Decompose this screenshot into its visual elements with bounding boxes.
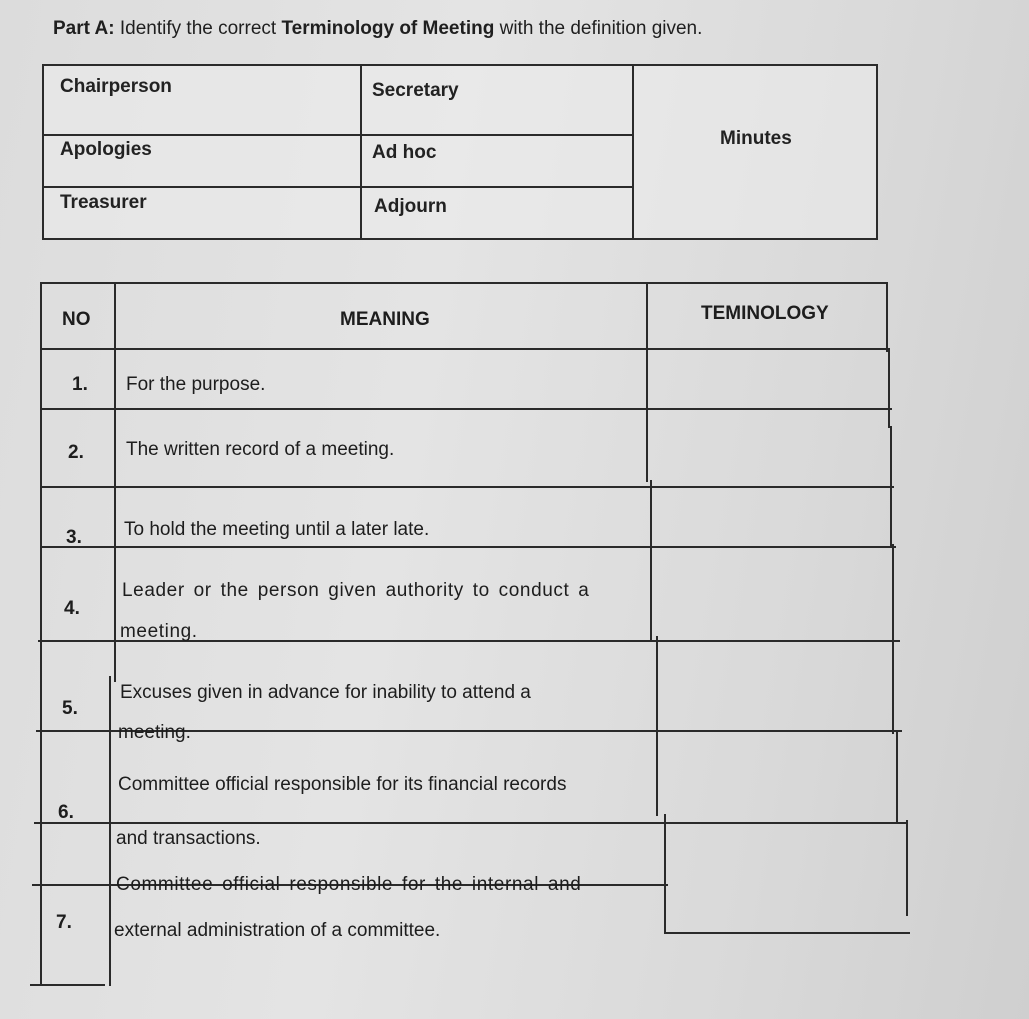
row-4-meaning-line-1: Leader or the person given authority to conduct a	[122, 580, 590, 601]
header-meaning: MEANING	[340, 309, 430, 330]
instructions-bold-phrase: Terminology of Meeting	[281, 18, 495, 39]
word-adjourn: Adjourn	[374, 196, 447, 217]
word-treasurer: Treasurer	[60, 192, 147, 213]
row-5-meaning-line-2: meeting.	[118, 722, 191, 743]
word-ad-hoc: Ad hoc	[372, 142, 437, 163]
word-secretary: Secretary	[372, 80, 459, 101]
row-3-answer-cell[interactable]	[652, 488, 890, 546]
row-4-meaning-line-2: meeting.	[120, 621, 198, 642]
terminology-table	[30, 276, 910, 992]
row-3-meaning: To hold the meeting until a later late.	[124, 519, 430, 540]
instructions-text-1: Identify the correct	[114, 18, 282, 39]
row-4-answer-cell[interactable]	[652, 548, 892, 640]
row-2-answer-cell[interactable]	[648, 410, 888, 484]
row-3-number: 3.	[66, 527, 82, 548]
instructions-title	[53, 18, 702, 40]
instructions-text-2: with the definition given.	[494, 18, 703, 39]
row-6-meaning-line-1: Committee official responsible for its financial records	[118, 774, 567, 795]
header-no: NO	[62, 309, 91, 330]
header-terminology: TEMINOLOGY	[701, 303, 829, 324]
row-7-number: 7.	[56, 912, 72, 933]
row-5-answer-cell[interactable]	[658, 642, 898, 730]
row-2-meaning: The written record of a meeting.	[126, 439, 395, 460]
row-4-number: 4.	[64, 598, 80, 619]
row-5-number: 5.	[62, 698, 78, 719]
row-1-meaning: For the purpose.	[126, 374, 266, 395]
row-1-number: 1.	[72, 374, 88, 395]
row-7-meaning-line-2: external administration of a committee.	[114, 920, 441, 941]
row-6-number: 6.	[58, 802, 74, 823]
word-chairperson: Chairperson	[60, 76, 172, 97]
row-6-meaning-line-2: and transactions.	[116, 828, 261, 849]
row-7-answer-cell[interactable]	[666, 824, 906, 932]
row-7-meaning-line-1: Committee official responsible for the internal and	[116, 874, 582, 895]
row-2-number: 2.	[68, 442, 84, 463]
word-minutes: Minutes	[720, 128, 792, 149]
row-1-answer-cell[interactable]	[648, 350, 886, 408]
row-6-answer-cell[interactable]	[658, 732, 902, 822]
word-bank	[42, 64, 878, 240]
row-5-meaning-line-1: Excuses given in advance for inability to attend a	[120, 682, 531, 703]
word-apologies: Apologies	[60, 139, 152, 160]
part-label: Part A:	[53, 18, 115, 39]
